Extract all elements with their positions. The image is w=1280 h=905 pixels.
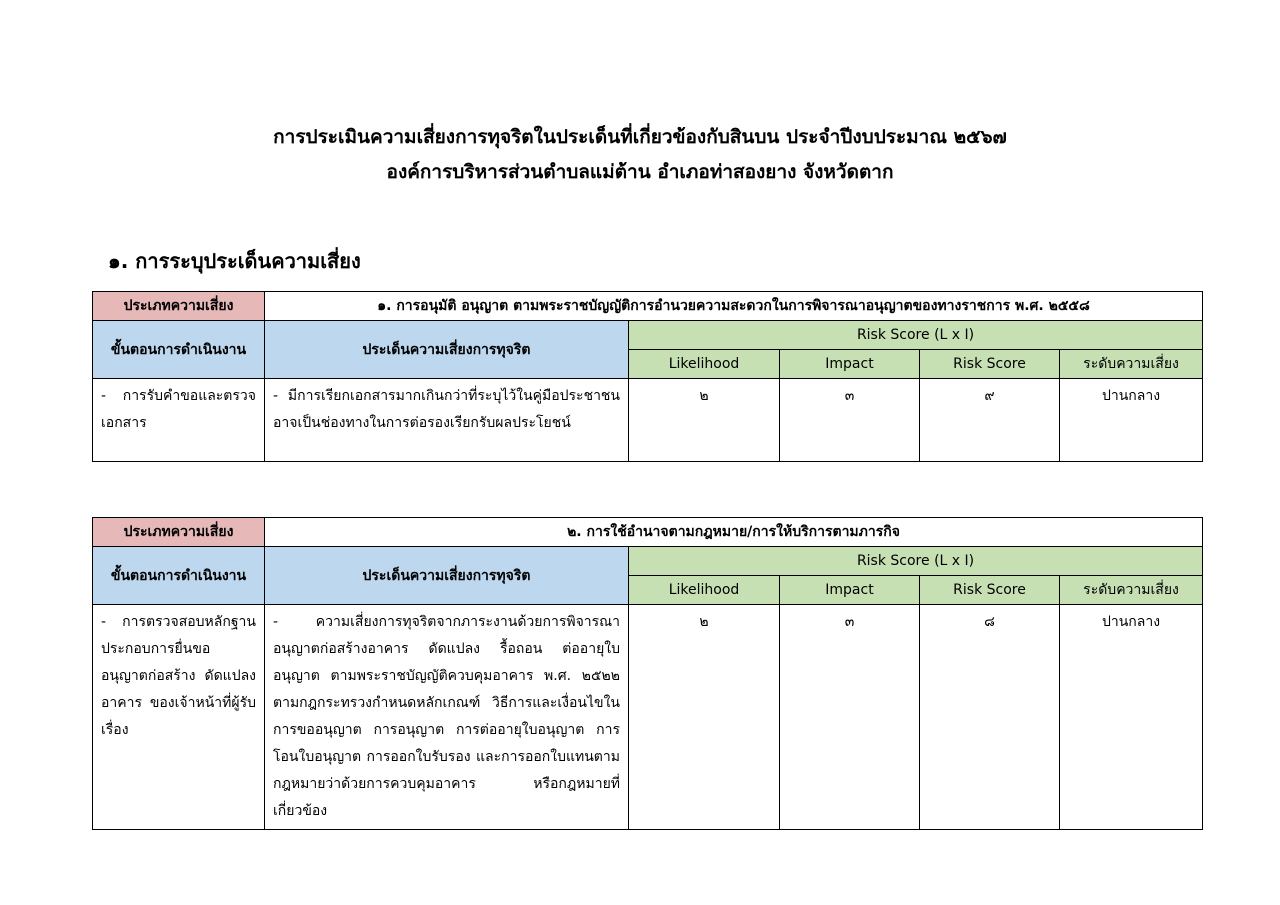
issue-header: ประเด็นความเสี่ยงการทุจริต	[265, 547, 629, 605]
risk-level-cell: ปานกลาง	[1060, 379, 1203, 462]
impact-header: Impact	[780, 350, 920, 379]
impact-cell: ๓	[780, 605, 920, 830]
issue-header: ประเด็นความเสี่ยงการทุจริต	[265, 321, 629, 379]
risk-score-group-header: Risk Score (L x I)	[629, 547, 1203, 576]
risk-score-header: Risk Score	[920, 350, 1060, 379]
likelihood-cell: ๒	[629, 605, 780, 830]
step-cell: - การรับคำขอและตรวจเอกสาร	[93, 379, 265, 462]
document-title-line2: องค์การบริหารส่วนตำบลแม่ต้าน อำเภอท่าสองยาง จังหวัดตาก	[386, 161, 894, 183]
risk-type-label: ประเภทความเสี่ยง	[93, 292, 265, 321]
issue-cell: - มีการเรียกเอกสารมากเกินกว่าที่ระบุไว้ในคู่มือประชาชน อาจเป็นช่องทางในการต่อรองเรียกรับผลประโยชน์	[265, 379, 629, 462]
risk-type-label: ประเภทความเสี่ยง	[93, 518, 265, 547]
likelihood-header: Likelihood	[629, 350, 780, 379]
risk-score-cell: ๙	[920, 379, 1060, 462]
risk-table-1	[92, 291, 1203, 462]
risk-score-group-header: Risk Score (L x I)	[629, 321, 1203, 350]
step-header: ขั้นตอนการดำเนินงาน	[93, 547, 265, 605]
impact-cell: ๓	[780, 379, 920, 462]
document-title-line1: การประเมินความเสี่ยงการทุจริตในประเด็นที่เกี่ยวข้องกับสินบน ประจำปีงบประมาณ ๒๕๖๗	[273, 126, 1007, 148]
risk-score-cell: ๘	[920, 605, 1060, 830]
risk-level-header: ระดับความเสี่ยง	[1060, 350, 1203, 379]
step-header: ขั้นตอนการดำเนินงาน	[93, 321, 265, 379]
risk-table-2	[92, 517, 1203, 830]
likelihood-cell: ๒	[629, 379, 780, 462]
risk-category: ๒. การใช้อำนาจตามกฎหมาย/การให้บริการตามภารกิจ	[265, 518, 1203, 547]
section-heading: ๑. การระบุประเด็นความเสี่ยง	[108, 249, 361, 273]
risk-category: ๑. การอนุมัติ อนุญาต ตามพระราชบัญญัติการอำนวยความสะดวกในการพิจารณาอนุญาตของทางราชการ พ.ศ. ๒๕๕๘	[265, 292, 1203, 321]
risk-score-header: Risk Score	[920, 576, 1060, 605]
issue-cell: - ความเสี่ยงการทุจริตจากภาระงานด้วยการพิจารณาอนุญาตก่อสร้างอาคาร ดัดแปลง รื้อถอน ต่ออายุใบอนุญาต ตามพระราชบัญญัติควบคุมอาคาร พ.ศ. ๒๕๒๒ ตามกฎกระทรวงกำหนดหลักเกณฑ์ วิธีการและเงื่อนไขในการขออนุญาต การอนุญาต การต่ออายุใบอนุญาต การโอนใบอนุญาต การออกใบรับรอง และการออกใบแทนตามกฎหมายว่าด้วยการควบคุมอาคาร หรือกฎหมายที่เกี่ยวข้อง	[265, 605, 629, 830]
risk-level-cell: ปานกลาง	[1060, 605, 1203, 830]
likelihood-header: Likelihood	[629, 576, 780, 605]
impact-header: Impact	[780, 576, 920, 605]
risk-level-header: ระดับความเสี่ยง	[1060, 576, 1203, 605]
step-cell: - การตรวจสอบหลักฐานประกอบการยื่นขออนุญาตก่อสร้าง ดัดแปลงอาคาร ของเจ้าหน้าที่ผู้รับเรื่อง	[93, 605, 265, 830]
